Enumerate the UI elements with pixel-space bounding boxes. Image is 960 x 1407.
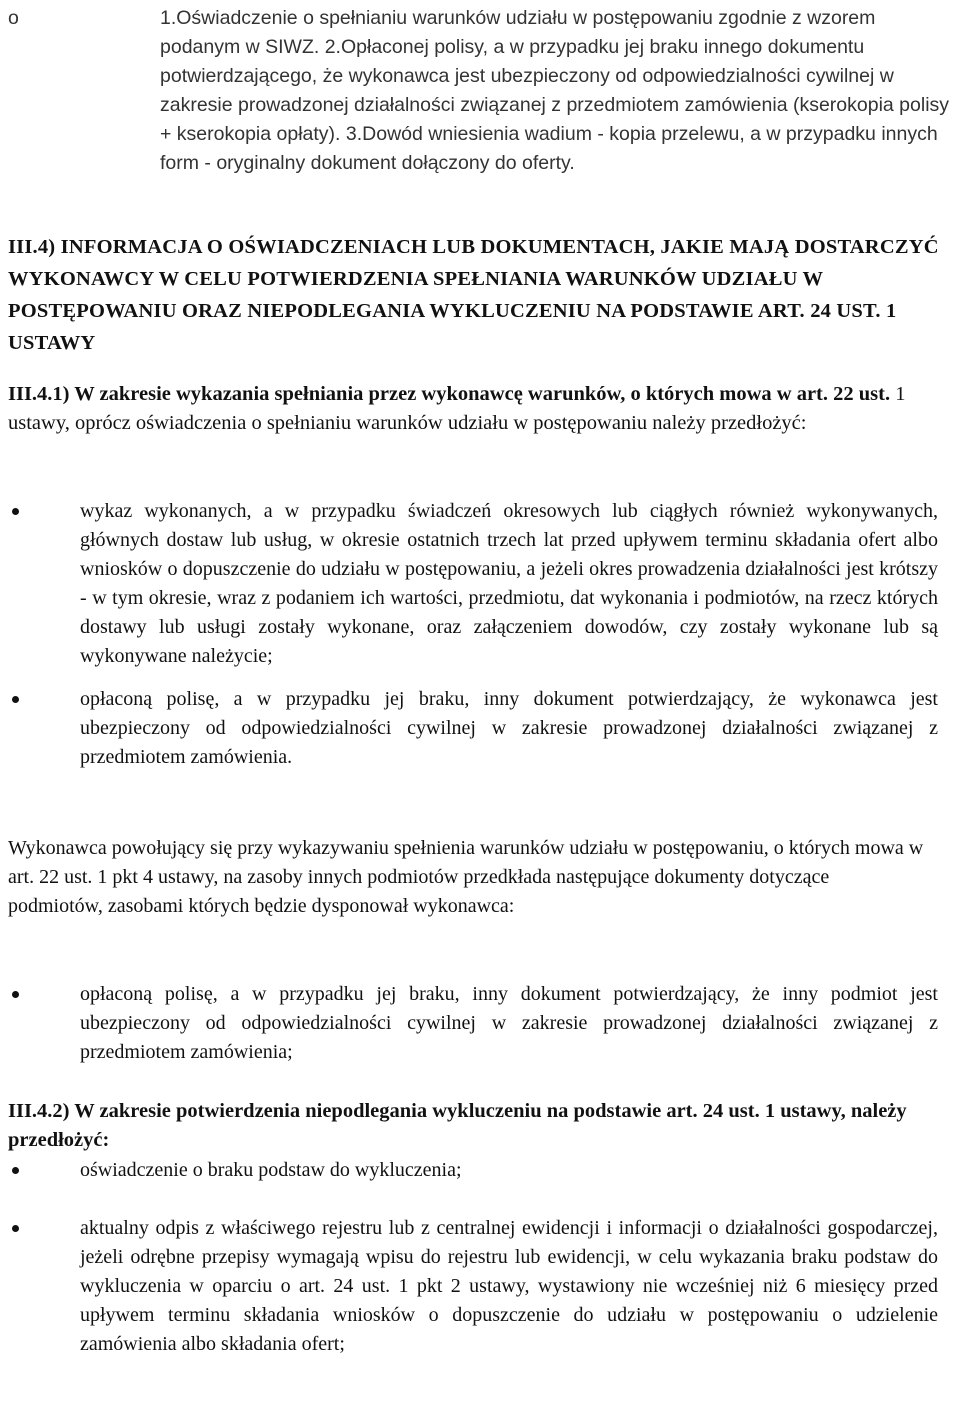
bullet-icon [12, 991, 19, 998]
list-item [8, 1156, 938, 1185]
requirements-list-item [8, 4, 958, 178]
requirements-text: 1.Oświadczenie o spełnianiu warunków udziału w postępowaniu zgodnie z wzorem podanym w SIWZ. 2.Opłaconej polisy, a w przypadku jej braku innego dokumentu potwierdzającego, że wykonawca jest ubezpieczony od odpowiedzialności cywilnej w zakresie prowadzonej działalności związanej z przedmiotem zamówienia (kserokopia polisy + kserokopia opłaty). 3.Dowód wniesienia wadium - kopia przelewu, a w przypadku innych form - oryginalny dokument dołączony do oferty. [160, 7, 950, 174]
list-item [8, 1214, 938, 1359]
list-item-text: opłaconą polisę, a w przypadku jej braku, inny dokument potwierdzający, że inny podmiot jest ubezpieczony od odpowiedzialności cywilnej w zakresie prowadzonej działalności związanej z przedmiotem zamówienia; [80, 983, 938, 1063]
section-heading-iii41-rest: 1 ustawy, oprócz oświadczenia o spełnianiu warunków udziału w postępowaniu należy przedłożyć: [8, 383, 906, 434]
paragraph-resources: Wykonawca powołujący się przy wykazywaniu spełnienia warunków udziału w postępowaniu, o których mowa w art. 22 ust. 1 pkt 4 ustawy, na zasoby innych podmiotów przedkłada następujące dokumenty dotyczące podmiotów, zasobami których będzie dysponował wykonawca: [8, 837, 924, 917]
list-item [8, 980, 938, 1067]
section-heading-iii41-bold: III.4.1) W zakresie wykazania spełniania przez wykonawcę warunków, o których mowa w art. 22 ust. [8, 383, 891, 405]
bullet-icon [12, 1167, 19, 1174]
list-item [8, 497, 938, 671]
bullet-list-exclusion [8, 1156, 938, 1359]
list-item-text: oświadczenie o braku podstaw do wykluczenia; [80, 1159, 462, 1181]
list-item [8, 685, 938, 772]
section-heading-iii4: III.4) INFORMACJA O OŚWIADCZENIACH LUB DOKUMENTACH, JAKIE MAJĄ DOSTARCZYĆ WYKONAWCY W CELU POTWIERDZENIA SPEŁNIANIA WARUNKÓW UDZIAŁU W POSTĘPOWANIU ORAZ NIEPODLEGANIA WYKLUCZENIU NA PODSTAWIE ART. 24 UST. 1 USTAWY [8, 236, 939, 354]
bullet-icon [12, 1225, 19, 1232]
list-item-text: wykaz wykonanych, a w przypadku świadczeń okresowych lub ciągłych również wykonywanych, głównych dostaw lub usług, w okresie ostatnich trzech lat przed upływem terminu składania ofert albo wniosków o dopuszczenie do udziału w postępowaniu, a jeżeli okres prowadzenia działalności jest krótszy - w tym okresie, wraz z podaniem ich wartości, przedmiotu, dat wykonania i podmiotów, na rzecz których dostawy lub usługi zostały wykonane, oraz załączeniem dowodów, czy zostały wykonane lub są wykonywane należycie; [80, 500, 938, 667]
list-item-text: aktualny odpis z właściwego rejestru lub z centralnej ewidencji i informacji o działalności gospodarczej, jeżeli odrębne przepisy wymagają wpisu do rejestru lub ewidencji, w celu wykazania braku podstaw do wykluczenia w oparciu o art. 24 ust. 1 pkt 2 ustawy, wystawiony nie wcześniej niż 6 miesięcy przed upływem terminu składania wniosków o dopuszczenie do udziału w postępowaniu o udzielenie zamówienia albo składania ofert; [80, 1217, 938, 1355]
bullet-list-resources [8, 980, 938, 1067]
circle-bullet: o [8, 7, 19, 29]
section-heading-iii41 [8, 380, 956, 438]
bullet-icon [12, 696, 19, 703]
bullet-list-conditions [8, 497, 938, 772]
bullet-icon [12, 508, 19, 515]
list-item-text: opłaconą polisę, a w przypadku jej braku, inny dokument potwierdzający, że wykonawca jest ubezpieczony od odpowiedzialności cywilnej w zakresie prowadzonej działalności związanej z przedmiotem zamówienia. [80, 688, 938, 768]
section-heading-iii42: III.4.2) W zakresie potwierdzenia niepodlegania wykluczeniu na podstawie art. 24 ust. 1 ustawy, należy przedłożyć: [8, 1100, 907, 1151]
